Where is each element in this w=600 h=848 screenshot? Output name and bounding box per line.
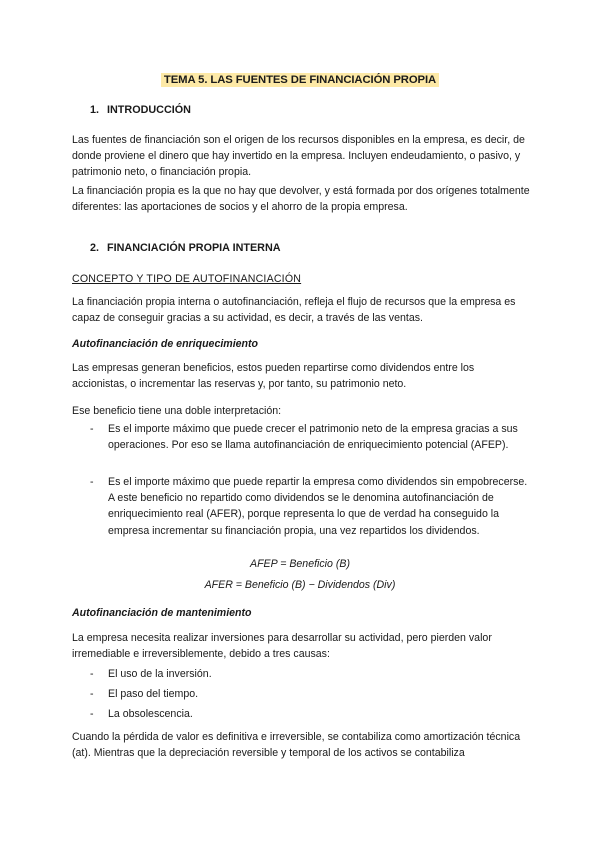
dash-bullet: -	[90, 708, 94, 720]
dash-bullet: -	[90, 688, 94, 700]
paragraph: La empresa necesita realizar inversiones para desarrollar su actividad, pero pierden valor irremediable e irreversiblemente, debido a tres causas:	[72, 632, 492, 661]
list-item	[90, 686, 530, 702]
document-title-wrapper	[0, 70, 600, 88]
section-title: INTRODUCCIÓN	[107, 104, 191, 116]
list-item-text: La obsolescencia.	[108, 708, 193, 720]
section-heading-financiacion-interna	[90, 242, 281, 254]
section-heading-introduccion	[90, 104, 191, 116]
dash-bullet: -	[90, 668, 94, 680]
section-number: 2.	[90, 242, 100, 254]
paragraph: Cuando la pérdida de valor es definitiva e irreversible, se contabiliza como amortización técnica (at). Mientras que la depreciación reversible y temporal de los activos se contabiliza	[72, 731, 521, 760]
list-item	[90, 474, 530, 539]
list-item-text: El paso del tiempo.	[108, 688, 199, 700]
dash-bullet: -	[90, 423, 94, 435]
paragraph: Las fuentes de financiación son el origen de los recursos disponibles en la empresa, es decir, de donde proviene el dinero que hay invertido en la empresa. Incluyen endeudamiento, o pasivo, y patrimonio neto, o financiación propia.	[72, 134, 525, 179]
list-item	[90, 666, 530, 682]
list-item-text: El uso de la inversión.	[108, 668, 212, 680]
subheading-mantenimiento: Autofinanciación de mantenimiento	[72, 607, 252, 619]
formula-afep: AFEP = Beneficio (B)	[250, 558, 350, 570]
document-title: TEMA 5. LAS FUENTES DE FINANCIACIÓN PROPIA	[161, 73, 439, 87]
paragraph: La financiación propia interna o autofinanciación, refleja el flujo de recursos que la empresa es capaz de conseguir gracias a su actividad, es decir, a través de las ventas.	[72, 296, 516, 325]
list-item	[90, 706, 530, 722]
section-number: 1.	[90, 104, 100, 116]
paragraph: Las empresas generan beneficios, estos pueden repartirse como dividendos entre los accionistas, o incrementar las reservas y, por tanto, su patrimonio neto.	[72, 362, 475, 391]
subheading-concepto: CONCEPTO Y TIPO DE AUTOFINANCIACIÓN	[72, 273, 302, 285]
section-title: FINANCIACIÓN PROPIA INTERNA	[107, 242, 281, 254]
paragraph: La financiación propia es la que no hay que devolver, y está formada por dos orígenes totalmente diferentes: las aportaciones de socios y el ahorro de la propia empresa.	[72, 185, 530, 214]
list-item	[90, 421, 530, 453]
paragraph: Ese beneficio tiene una doble interpretación:	[72, 405, 282, 417]
list-item-text: Es el importe máximo que puede repartir la empresa como dividendos sin empobrecerse. A este beneficio no repartido como dividendos se le denomina autofinanciación de enriquecimiento real (AFER), porque representa lo que de verdad ha conseguido la empresa incrementar su financiación propia, una vez repartidos los dividendos.	[108, 476, 528, 537]
dash-bullet: -	[90, 476, 94, 488]
subheading-enriquecimiento: Autofinanciación de enriquecimiento	[72, 338, 259, 350]
formula-afer: AFER = Beneficio (B) − Dividendos (Div)	[204, 579, 396, 591]
list-item-text: Es el importe máximo que puede crecer el patrimonio neto de la empresa gracias a sus operaciones. Por eso se llama autofinanciación de enriquecimiento potencial (AFEP).	[108, 423, 518, 452]
